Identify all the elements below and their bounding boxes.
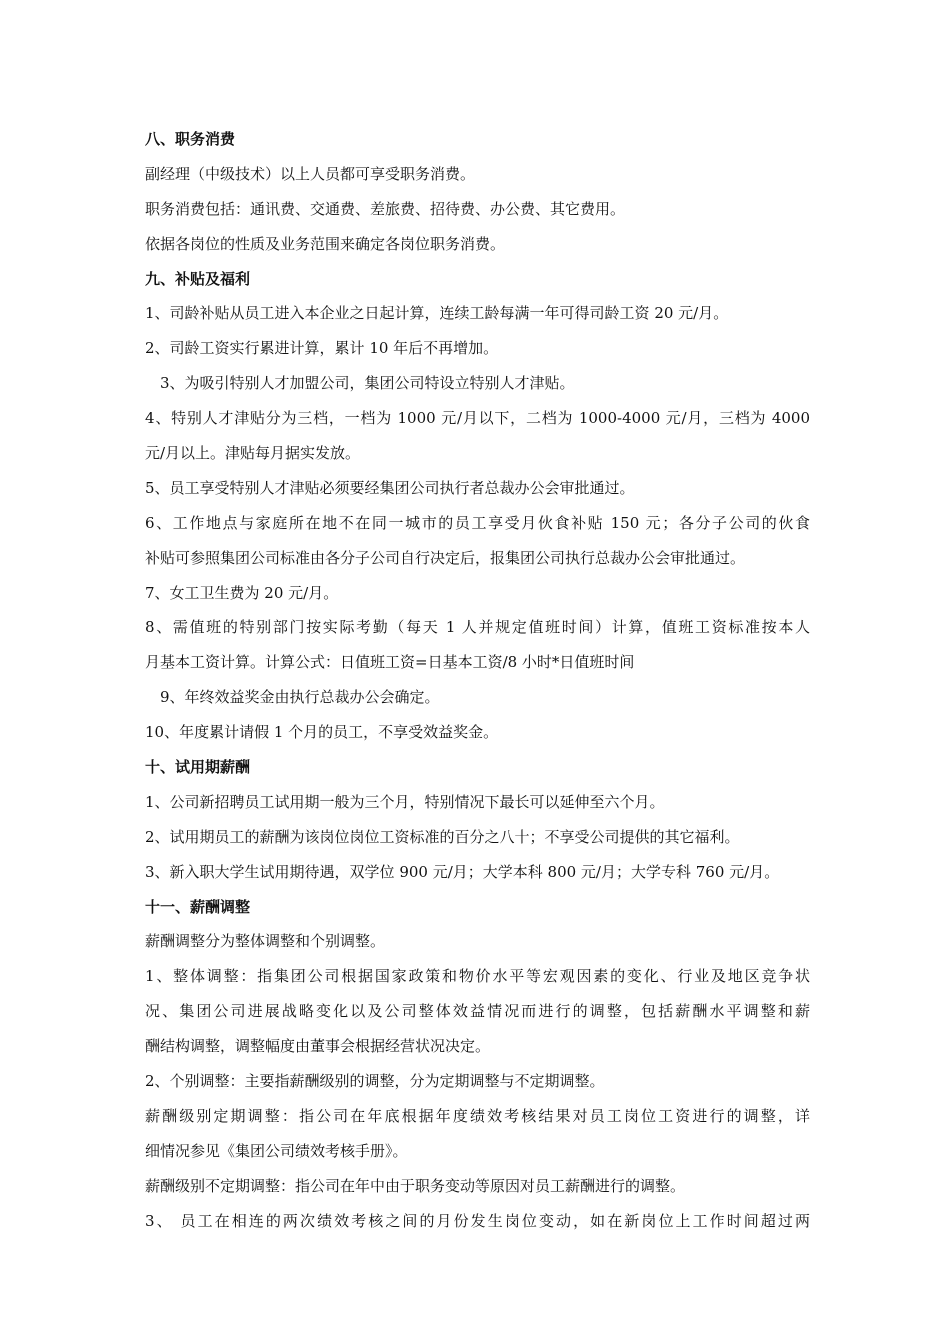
- paragraph-line: 3、为吸引特别人才加盟公司，集团公司特设立特别人才津贴。: [160, 374, 575, 393]
- paragraph-line: 3、 员工在相连的两次绩效考核之间的月份发生岗位变动，如在新岗位上工作时间超过两: [145, 1211, 810, 1230]
- paragraph-line: 9、年终效益奖金由执行总裁办公会确定。: [160, 688, 440, 707]
- paragraph-line: 8、需值班的特别部门按实际考勤（每天 1 人并规定值班时间）计算，值班工资标准按本人: [145, 618, 810, 637]
- paragraph-line: 6、工作地点与家庭所在地不在同一城市的员工享受月伙食补贴 150 元；各分子公司的伙食: [145, 513, 810, 532]
- paragraph-line: 5、员工享受特别人才津贴必须要经集团公司执行者总裁办公会审批通过。: [145, 478, 635, 497]
- paragraph-line: 3、新入职大学生试用期待遇，双学位 900 元/月；大学本科 800 元/月；大学专科 760 元/月。: [145, 862, 780, 881]
- paragraph-line: 酬结构调整，调整幅度由董事会根据经营状况决定。: [145, 1037, 491, 1056]
- section-heading: 十、试用期薪酬: [145, 758, 251, 777]
- section-heading: 十一、薪酬调整: [145, 897, 251, 916]
- section-heading: 九、补贴及福利: [145, 269, 251, 288]
- paragraph-line: 1、司龄补贴从员工进入本企业之日起计算，连续工龄每满一年可得司龄工资 20 元/月。: [145, 304, 729, 323]
- paragraph-line: 元/月以上。津贴每月据实发放。: [145, 444, 361, 463]
- paragraph-line: 细情况参见《集团公司绩效考核手册》。: [145, 1141, 408, 1160]
- paragraph-line: 2、个别调整：主要指薪酬级别的调整，分为定期调整与不定期调整。: [145, 1072, 605, 1091]
- paragraph-line: 2、试用期员工的薪酬为该岗位岗位工资标准的百分之八十；不享受公司提供的其它福利。: [145, 827, 740, 846]
- document-page: [145, 122, 810, 1239]
- paragraph-line: 7、女工卫生费为 20 元/月。: [145, 583, 339, 602]
- paragraph-line: 职务消费包括：通讯费、交通费、差旅费、招待费、办公费、其它费用。: [145, 199, 626, 218]
- section-heading: 八、职务消费: [145, 130, 236, 148]
- paragraph-line: 月基本工资计算。计算公式：日值班工资=日基本工资/8 小时*日值班时间: [145, 653, 635, 672]
- paragraph-line: 薪酬级别定期调整：指公司在年底根据年度绩效考核结果对员工岗位工资进行的调整，详: [145, 1106, 810, 1125]
- paragraph-line: 薪酬调整分为整体调整和个别调整。: [145, 932, 386, 951]
- paragraph-line: 10、年度累计请假 1 个月的员工，不享受效益奖金。: [145, 723, 499, 742]
- paragraph-line: 2、司龄工资实行累进计算，累计 10 年后不再增加。: [145, 339, 499, 358]
- paragraph-line: 4、特别人才津贴分为三档，一档为 1000 元/月以下，二档为 1000-4000 元/月，三档为 4000: [145, 409, 810, 428]
- paragraph-line: 补贴可参照集团公司标准由各分子公司自行决定后，报集团公司执行总裁办公会审批通过。: [145, 548, 746, 567]
- paragraph-line: 1、整体调整：指集团公司根据国家政策和物价水平等宏观因素的变化、行业及地区竞争状: [145, 967, 810, 986]
- paragraph-line: 依据各岗位的性质及业务范围来确定各岗位职务消费。: [145, 234, 506, 253]
- paragraph-line: 况、集团公司进展战略变化以及公司整体效益情况而进行的调整，包括薪酬水平调整和薪: [145, 1002, 810, 1021]
- paragraph-line: 副经理（中级技术）以上人员都可享受职务消费。: [145, 164, 476, 183]
- paragraph-line: 薪酬级别不定期调整：指公司在年中由于职务变动等原因对员工薪酬进行的调整。: [145, 1176, 686, 1195]
- paragraph-line: 1、公司新招聘员工试用期一般为三个月，特别情况下最长可以延伸至六个月。: [145, 792, 665, 811]
